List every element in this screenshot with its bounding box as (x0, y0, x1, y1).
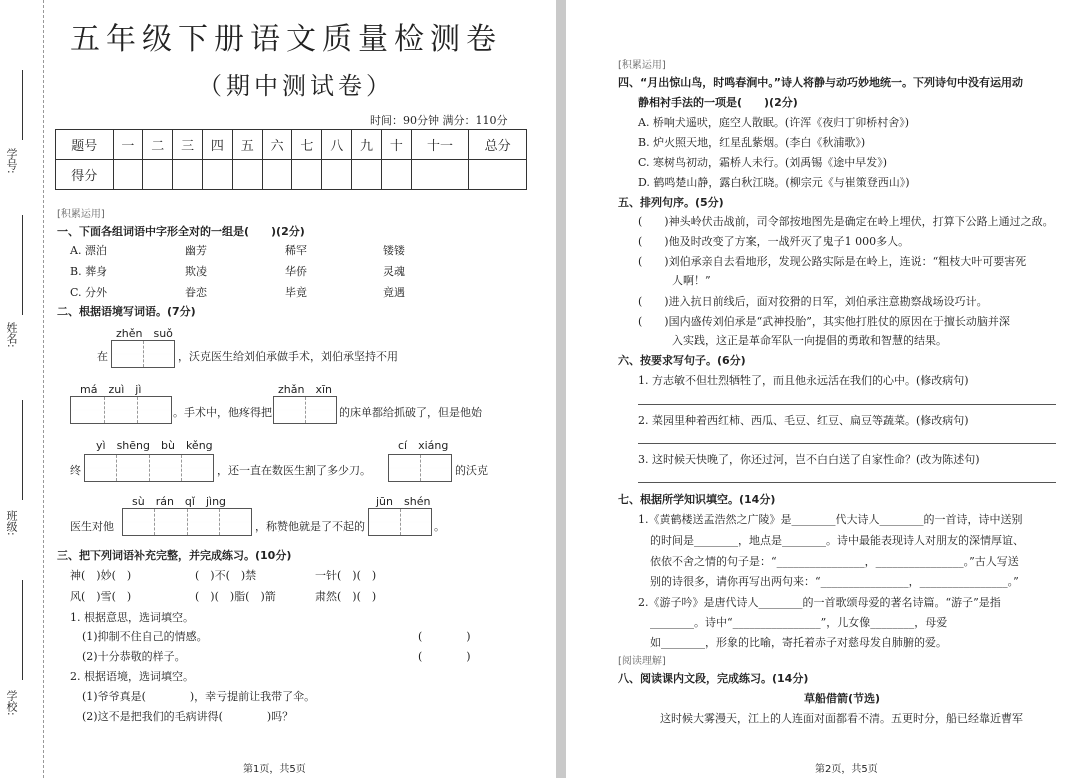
q2-text: 。手术中，他疼得把 (173, 406, 272, 419)
q5-item-cont: 入实践，这正是革命军队一向提倡的勇敢和智慧的结果。 (672, 334, 947, 347)
q1-word: 欺凌 (185, 265, 207, 278)
q4-option: C. 寒树鸟初动，霜桥人未行。(刘禹锡《途中早发》) (638, 156, 888, 169)
q4-option: D. 鹤鸣楚山静，露白秋江晓。(柳宗元《与崔策登西山》) (638, 176, 910, 189)
name-line (22, 215, 23, 315)
score-cell: 九 (352, 130, 382, 160)
pinyin: sù rán qǐ jìng (132, 495, 227, 508)
score-cell: 二 (143, 130, 173, 160)
q2-text: 在 (97, 350, 108, 363)
q4-option: B. 炉火照天地，红星乱紫烟。(李白《秋浦歌》) (638, 136, 866, 149)
score-input[interactable] (322, 160, 352, 190)
score-cell: 一 (113, 130, 143, 160)
q7-line: 的时间是________，地点是________。诗中最能表现诗人对朋友的深情厚谊、 (650, 534, 1024, 547)
char-grid[interactable] (111, 340, 175, 368)
q4-option: A. 桥响犬遥吠，庭空人散眠。(许浑《夜归丁卯桥村舍》) (638, 116, 910, 129)
q5-item-cont: 人啊！” (672, 274, 711, 287)
q2-text: 的床单都给抓破了，但是他始 (339, 406, 482, 419)
section-tag-reading: [阅读理解] (618, 656, 666, 667)
binding-line (43, 0, 44, 778)
school-label: 学校: (5, 690, 18, 716)
q3-word: 一针( )( ) (315, 569, 377, 582)
q3-item: (1)抑制不住自己的情感。 (82, 630, 208, 643)
q2-text: ，称赞他就是了不起的 (255, 520, 365, 533)
q1-option: A. 漂泊 (70, 244, 107, 257)
score-input[interactable] (173, 160, 203, 190)
score-cell: 八 (322, 130, 352, 160)
score-cell: 六 (262, 130, 292, 160)
q6-item: 1. 方志敏不但壮烈牺牲了，而且他永远活在我们的心中。(修改病句) (638, 374, 969, 387)
q1-word: 毕竟 (285, 286, 307, 299)
q7-line: 如________，形象的比喻，寄托着赤子对慈母发自肺腑的爱。 (650, 636, 947, 649)
q3-word: 神( )妙( ) (70, 569, 132, 582)
char-grid[interactable] (122, 508, 252, 536)
q1-word: 眷恋 (185, 286, 207, 299)
q1-option: B. 葬身 (70, 265, 108, 278)
score-input[interactable] (232, 160, 262, 190)
q5-item: ( )国内盛传刘伯承是“武神投胎”，其实他打胜仗的原因在于擅长动脑并深 (638, 315, 1010, 328)
q1-word: 竟遇 (383, 286, 405, 299)
score-input[interactable] (203, 160, 233, 190)
q3-word: 肃然( )( ) (315, 590, 377, 603)
score-input[interactable] (113, 160, 143, 190)
q5-title: 五、排列句序。(5分) (618, 196, 724, 209)
char-grid[interactable] (368, 508, 432, 536)
score-input[interactable] (292, 160, 322, 190)
q1-word: 镂镂 (383, 244, 405, 257)
q2-text: 医生对他 (70, 520, 114, 533)
char-grid[interactable] (273, 396, 337, 424)
answer-parens[interactable]: ( ) (418, 630, 471, 643)
score-table (55, 129, 527, 190)
q3-word: 风( )雪( ) (70, 590, 132, 603)
char-grid[interactable] (388, 454, 452, 482)
q1-word: 稀罕 (285, 244, 307, 257)
q5-item: ( )神头岭伏击战前，司令部按地图先是确定在岭上埋伏，打算下公路上通过之敌。 (638, 215, 1054, 228)
q1-word: 灵魂 (383, 265, 405, 278)
answer-line[interactable] (638, 482, 1056, 483)
q7-line: 1.《黄鹤楼送孟浩然之广陵》是________代大诗人________的一首诗，诗中送别 (638, 513, 1023, 526)
q7-line: 依依不舍之情的句子是：“________________，________________。”古人写送 (650, 555, 1019, 568)
q5-item: ( )进入抗日前线后，面对狡猾的日军，刘伯承注意勘察战场设巧计。 (638, 295, 988, 308)
q1-word: 幽芳 (185, 244, 207, 257)
q3-sub: 2. 根据语境，选词填空。 (70, 670, 194, 683)
name-label: 姓名: (5, 322, 18, 348)
page-2 (566, 0, 1079, 778)
q3-sub: 1. 根据意思，选词填空。 (70, 611, 194, 624)
exam-subtitle: （期中测试卷） (198, 72, 394, 100)
q5-item: ( )刘伯承亲自去看地形，发现公路实际是在岭上，连说：“粗枝大叶可要害死 (638, 255, 1027, 268)
q4-title: 四、“月出惊山鸟，时鸣春涧中。”诗人将静与动巧妙地统一。下列诗句中没有运用动 (618, 76, 1023, 89)
q2-text: ，还一直在数医生割了多少刀。 (217, 464, 371, 477)
q3-item: (1)爷爷真是( )，幸亏提前让我带了伞。 (82, 690, 316, 703)
answer-line[interactable] (638, 404, 1056, 405)
score-cell: 十 (381, 130, 411, 160)
q6-item: 3. 这时候天快晚了，你还过河，岂不白白送了自家性命？(改为陈述句) (638, 453, 980, 466)
score-input[interactable] (352, 160, 382, 190)
student-id-line (22, 70, 23, 140)
score-cell: 十一 (411, 130, 469, 160)
passage-title: 草船借箭(节选) (804, 692, 881, 705)
q4-title-cont: 静相衬手法的一项是( )(2分) (638, 96, 798, 109)
q1-word: 华侨 (285, 265, 307, 278)
score-input[interactable] (143, 160, 173, 190)
pinyin: má zuì jì (80, 383, 142, 396)
exam-meta: 时间：90分钟 满分：110分 (370, 114, 508, 127)
score-cell: 四 (203, 130, 233, 160)
q2-text: 。 (434, 520, 445, 533)
q7-line: ________。诗中“________________”，儿女像________，母爱 (650, 616, 948, 629)
pinyin: zhǎn xīn (278, 383, 332, 396)
q3-item: (2)十分恭敬的样子。 (82, 650, 186, 663)
answer-parens[interactable]: ( ) (418, 650, 471, 663)
pinyin: jūn shén (376, 495, 431, 508)
exam-title: 五年级下册语文质量检测卷 (70, 22, 502, 57)
class-label: 班级: (5, 510, 18, 536)
answer-line[interactable] (638, 443, 1056, 444)
q3-word: ( )( )脂( )箭 (195, 590, 276, 603)
q2-text: 终 (70, 464, 81, 477)
q5-item: ( )他及时改变了方案，一战歼灭了鬼子1 000多人。 (638, 235, 910, 248)
score-input[interactable] (381, 160, 411, 190)
score-header-row (56, 130, 527, 160)
q7-line: 别的诗很多，请你再写出两句来：“________________，________________。” (650, 575, 1019, 588)
passage-text: 这时候大雾漫天，江上的人连面对面都看不清。五更时分，船已经靠近曹军 (660, 712, 1023, 725)
q2-text: ，沃克医生给刘伯承做手术，刘伯承坚持不用 (178, 350, 398, 363)
q7-title: 七、根据所学知识填空。(14分) (618, 493, 776, 506)
score-input[interactable] (411, 160, 469, 190)
section-tag: [积累运用] (57, 209, 105, 220)
q8-title: 八、阅读课内文段，完成练习。(14分) (618, 672, 809, 685)
q6-item: 2. 菜园里种着西红柿、西瓜、毛豆、红豆、扁豆等蔬菜。(修改病句) (638, 414, 969, 427)
q2-text: 的沃克 (455, 464, 488, 477)
char-grid[interactable] (70, 396, 172, 424)
score-cell: 七 (292, 130, 322, 160)
q3-item: (2)这不是把我们的毛病讲得( )吗？ (82, 710, 294, 723)
pinyin: yì shēng bù kěng (96, 439, 213, 452)
score-cell: 题号 (56, 130, 114, 160)
score-cell: 五 (232, 130, 262, 160)
q3-title: 三、把下列词语补充完整，并完成练习。(10分) (57, 549, 292, 562)
page-footer: 第1页，共5页 (243, 764, 306, 775)
section-tag: [积累运用] (618, 60, 666, 71)
page-footer: 第2页，共5页 (815, 764, 878, 775)
score-label: 得分 (56, 160, 114, 190)
score-input[interactable] (262, 160, 292, 190)
score-input[interactable] (469, 160, 527, 190)
school-line (22, 580, 23, 680)
q6-title: 六、按要求写句子。(6分) (618, 354, 746, 367)
class-line (22, 400, 23, 500)
q1-option: C. 分外 (70, 286, 108, 299)
score-input-row (56, 160, 527, 190)
char-grid[interactable] (84, 454, 214, 482)
student-id-label: 学号: (5, 148, 18, 174)
pinyin: cí xiáng (398, 439, 449, 452)
score-cell: 三 (173, 130, 203, 160)
q3-word: ( )不( )禁 (195, 569, 257, 582)
q2-title: 二、根据语境写词语。(7分) (57, 305, 196, 318)
pinyin: zhěn suǒ (116, 327, 173, 340)
score-cell: 总分 (469, 130, 527, 160)
q1-title: 一、下面各组词语中字形全对的一组是( )(2分) (57, 225, 305, 238)
q7-line: 2.《游子吟》是唐代诗人________的一首歌颂母爱的著名诗篇。“游子”是指 (638, 596, 1001, 609)
